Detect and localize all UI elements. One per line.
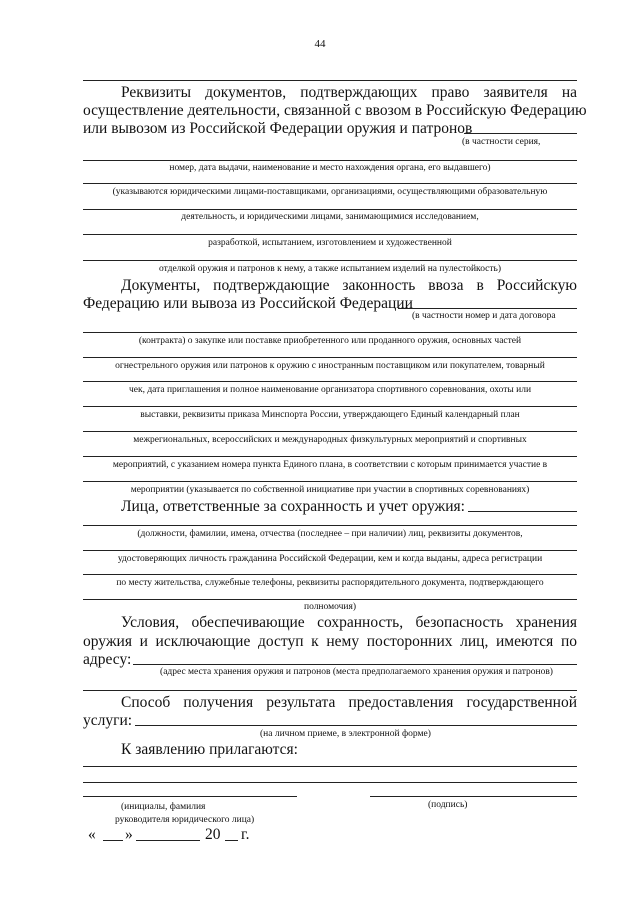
import-docs-hint-7: мероприятий, с указанием номера пункта Единого плана, в соответствии с которым принимается участие в (112, 460, 548, 470)
date-year-suffix: г. (241, 826, 250, 843)
docs-rights-fill-line[interactable] (83, 234, 577, 235)
responsible-fill-line[interactable] (83, 574, 577, 575)
date-quote-close: » (125, 826, 133, 843)
responsible-fill-line[interactable] (83, 525, 577, 526)
date-year-field[interactable] (225, 840, 238, 841)
import-docs-hint-6: межрегиональных, всероссийских и международных физкультурных мероприятий и спортивных (133, 435, 527, 445)
import-docs-fill-line[interactable] (83, 406, 577, 407)
docs-rights-hint-6: отделкой оружия и патронов к нему, а также испытанием изделий на пулестойкость) (158, 264, 502, 274)
storage-fill-line[interactable] (83, 690, 577, 691)
import-docs-hint-5: выставки, реквизиты приказа Минспорта России, утверждающего Единый календарный план (140, 410, 520, 420)
date-quote-open: « (88, 826, 96, 843)
docs-rights-line-1: Реквизиты документов, подтверждающих право заявителя на (121, 84, 577, 101)
import-docs-line-1: Документы, подтверждающие законность ввоза в Российскую (121, 277, 577, 294)
responsible-line-1: Лица, ответственные за сохранность и учет оружия: (121, 498, 465, 515)
docs-rights-line-2: осуществление деятельности, связанной с ввозом в Российскую Федерацию (83, 102, 587, 119)
docs-rights-fill-line[interactable] (83, 183, 577, 184)
page-number: 44 (314, 38, 326, 50)
responsible-hint-2: удостоверяющих личность гражданина Российской Федерации, кем и когда выданы, адреса регистрации (117, 554, 543, 564)
import-docs-hint-1: (в частности номер и дата договора (412, 311, 556, 321)
docs-rights-hint-2: номер, дата выдачи, наименование и место нахождения органа, его выдавшего) (169, 163, 491, 173)
import-docs-fill-line[interactable] (83, 431, 577, 432)
docs-rights-hint-4: деятельность, и юридическими лицами, занимающимися исследованием, (181, 212, 479, 222)
top-rule (83, 80, 577, 81)
import-docs-line-2: Федерацию или вывоза из Российской Федерации (83, 295, 413, 312)
storage-hint-1: (адрес места хранения оружия и патронов (места предполагаемого хранения оружия и патронов) (160, 667, 553, 677)
result-fill-line[interactable] (135, 725, 577, 726)
result-hint-1: (на личном приеме, в электронной форме) (260, 729, 431, 739)
docs-rights-fill-line[interactable] (464, 133, 577, 134)
date-year-prefix: 20 (205, 826, 221, 843)
attachments-line-1: К заявлению прилагаются: (121, 741, 298, 758)
responsible-fill-line[interactable] (83, 550, 577, 551)
storage-address-fill-line[interactable] (133, 664, 577, 665)
date-month-field[interactable] (136, 840, 200, 841)
import-docs-fill-line[interactable] (83, 332, 577, 333)
import-docs-fill-line[interactable] (83, 357, 577, 358)
attachments-fill-line[interactable] (83, 782, 577, 783)
docs-rights-hint-3: (указываются юридическими лицами-поставщиками, организациями, осуществляющими образовательную (112, 187, 548, 197)
storage-line-1: Условия, обеспечивающие сохранность, безопасность хранения (121, 614, 577, 631)
import-docs-hint-8: мероприятии (указывается по собственной инициативе при участии в спортивных соревнованиях) (130, 485, 530, 495)
docs-rights-line-3: или вывозом из Российской Федерации оружия и патронов (83, 120, 473, 137)
result-line-2: услуги: (83, 712, 133, 729)
name-hint-2: руководителя юридического лица) (115, 815, 255, 825)
responsible-fill-line[interactable] (83, 599, 577, 600)
docs-rights-fill-line[interactable] (83, 209, 577, 210)
import-docs-fill-line[interactable] (398, 308, 577, 309)
attachments-fill-line[interactable] (83, 766, 577, 767)
docs-rights-fill-line[interactable] (83, 160, 577, 161)
signature-fill-line[interactable] (370, 796, 577, 797)
import-docs-fill-line[interactable] (83, 456, 577, 457)
name-fill-line[interactable] (83, 796, 297, 797)
docs-rights-hint-1: (в частности серия, (462, 137, 541, 147)
responsible-hint-3: по месту жительства, служебные телефоны, реквизиты распорядительного документа, подтверждающего (116, 578, 544, 588)
responsible-hint-1: (должности, фамилии, имена, отчества (последнее – при наличии) лиц, реквизиты документов, (137, 529, 523, 539)
responsible-fill-line[interactable] (468, 511, 577, 512)
storage-line-3: адресу: (83, 651, 132, 668)
docs-rights-fill-line[interactable] (83, 260, 577, 261)
docs-rights-hint-5: разработкой, испытанием, изготовлением и художественной (208, 238, 452, 248)
import-docs-fill-line[interactable] (83, 381, 577, 382)
date-day-field[interactable] (103, 840, 123, 841)
signature-hint: (подпись) (428, 800, 468, 810)
responsible-hint-4: полномочия) (303, 602, 356, 612)
import-docs-hint-3: огнестрельного оружия или патронов к оружию с иностранным поставщиком или покупателем, товарный (115, 361, 545, 371)
import-docs-hint-2: (контракта) о закупке или поставке приобретенного или проданного оружия, основных частей (138, 336, 522, 346)
storage-line-2: оружия и исключающие доступ к нему посторонних лиц, имеются по (83, 633, 577, 650)
result-line-1: Способ получения результата предоставления государственной (121, 694, 577, 711)
name-hint-1: (инициалы, фамилия (121, 802, 206, 812)
import-docs-fill-line[interactable] (83, 481, 577, 482)
import-docs-hint-4: чек, дата приглашения и полное наименование организатора спортивного соревнования, охоты или (128, 385, 532, 395)
